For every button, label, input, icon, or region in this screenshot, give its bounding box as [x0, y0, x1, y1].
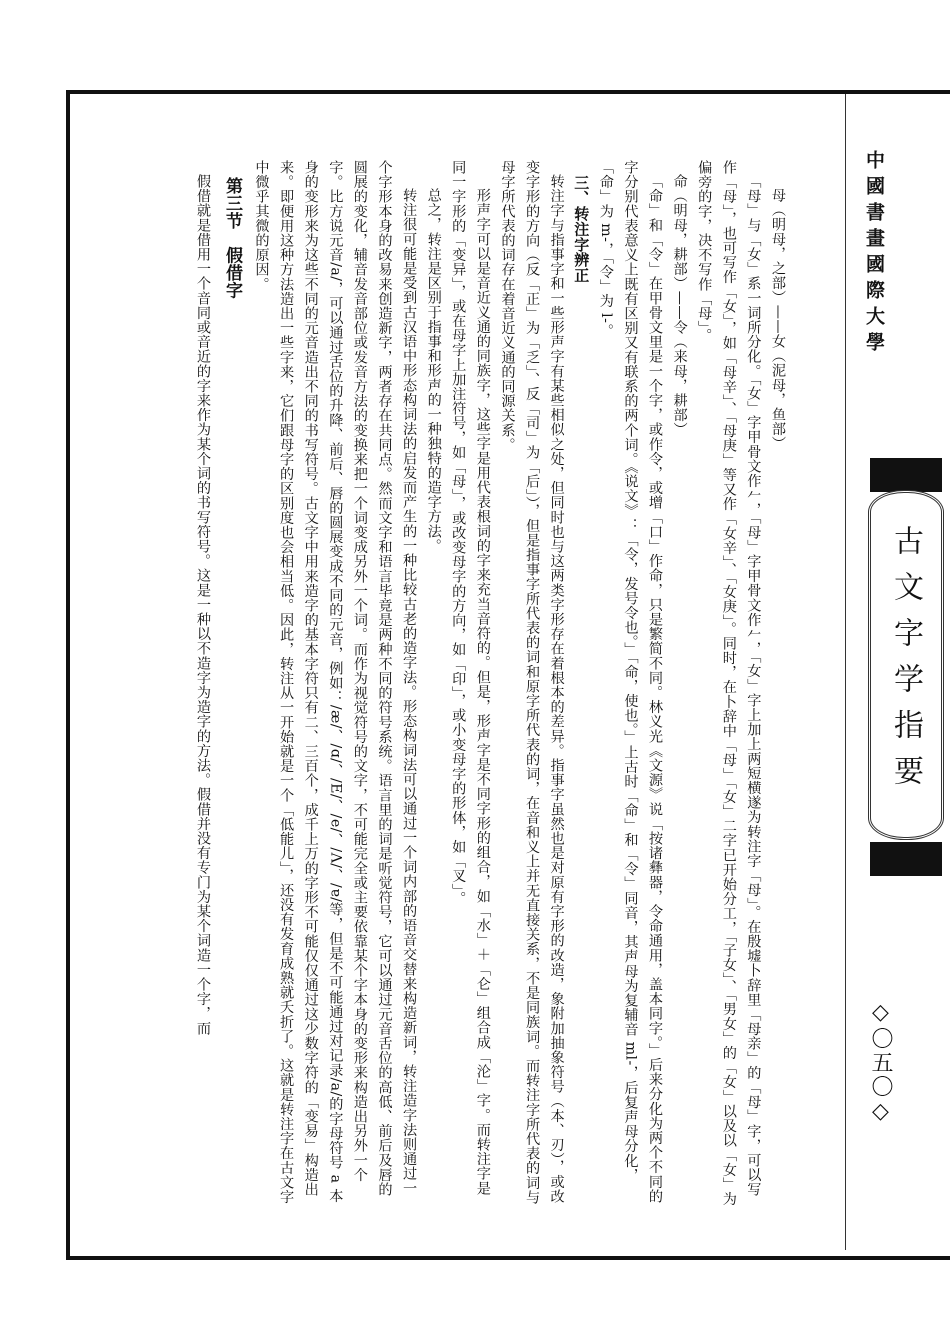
main-text [100, 160, 790, 1210]
paragraph: 母（明母，之部）——女（泥母，鱼部） [770, 188, 786, 452]
title-band-bottom [870, 842, 942, 876]
paragraph: 命（明母，耕部）——令（来母，耕部） [671, 174, 688, 437]
paragraph: 假借就是借用一个音同或音近的字来作为某个词的书写符号。这是一种以不造字为造字的方法。假借并没有专门为某个词造一个字，而 [194, 174, 211, 1036]
page-number: ◇〇五〇◇ [868, 1000, 893, 1126]
paragraph: 转注字与指事字和一些形声字有某些相似之处，但同时也与这两类字形存在着根本的差异。指事字虽然也是对原有字形的改造，象附加抽象符号（本、刃），或改变字形的方向（反「正」为「乏」、反「司」为「后」），但是指事字所代表的词和原字所代表的词，在音和义上并无直接关系，不是同族词。而转注字所代表的词与母字所代表的词存在着音近义通的同源关系。 [499, 160, 565, 1205]
school-name: 中國書畫國際大學 [863, 150, 885, 358]
side-divider [845, 94, 846, 1250]
section-heading: 三、转注字辨正 [572, 175, 591, 283]
paragraph: 形声字可以是音近义通的同族字，这些字是用代表根词的字来充当音符的。但是，形声字是不同字形的组合，如「水」＋「仑」组合成「沦」字。而转注字是同一字形的「变异」，或在母字上加注符号，如「母」，或改变母字的方向，如「印」，或小变母字的形体，如「叉」。 [450, 160, 491, 1196]
paragraph: 「母」与「女」系一词所分化。「女」字甲骨文作𠂉，「母」字甲骨文作𠂉，「女」字上加上两短横遂为转注字「母」。在殷墟卜辞里「母亲」的「母」字，可以写作「母」，也可写作「女」，如「母辛」、「母庚」等又作「女辛」、「女庚」。同时，在卜辞中「母」「女」二字已开始分工，「子女」、「男女」的「女」以及以「女」为偏旁的字，决不写作「母」。 [696, 160, 762, 1207]
paragraph: 「命」和「令」在甲骨文里是一个字，或作令，或增「口」作命，只是繁简不同。林义光《文源》说「按诸彝器，令命通用，盖本同字。」后来分化为两个不同的字分别代表意义上既有区别又有联系的两个词。《说文》：「令，发号令也。」「命，使也。」上古时「命」和「令」同音，其声母为复辅音 ml-，后复声母分化，「命」为 m-，「令」为 l-。 [597, 160, 664, 1204]
section-title: 第三节 假借字 [221, 177, 242, 299]
book-title: 古文字学指要 [888, 525, 923, 801]
paragraph: 总之，转注是区别于指事和形声的一种独特的造字方法。 [425, 188, 442, 554]
title-band-top [870, 458, 942, 492]
paragraph: 转注很可能是受到古汉语中形态构词法的启发而产生的一种比较古老的造字法。形态构词法可以通过一个词内部的语音交替来构造新词，转注造字法则通过一个字形本身的改易来创造新字，两者存在共同点。然而文字和语言毕竟是两种不同的符号系统。语言里的词是听觉符号，它可以通过元音舌位的高低、前后及唇的圆展的变化，辅音发音部位或发音方法的变换来把一个词变成另外一个词。而作为视觉符号的文字，不可能完全或主要依靠某个字本身的变形来构造出另外一个字。比方说元音/a/，可以通过舌位的升降、前后、唇的圆展变成不同的元音，例如：/æ/、/ɑ/、/E/、/e/、/Λ/、/ɐ/等，但是不可能通过对记录/a/的字母符号 a 本身的变形来为这些不同的元音造出不同的书写符号。古文字中用来造字的基本字符只有二、三百个，成千上万的字形不可能仅仅通过这少数字符的「变易」构造出来。即便用这种方法造出一些字来，它们跟母字的区别度也会相当低。因此，转注从一开始就是一个「低能儿」，还没有发育成熟就夭折了。这就是转注字在古文字中微乎其微的原因。 [253, 160, 418, 1205]
